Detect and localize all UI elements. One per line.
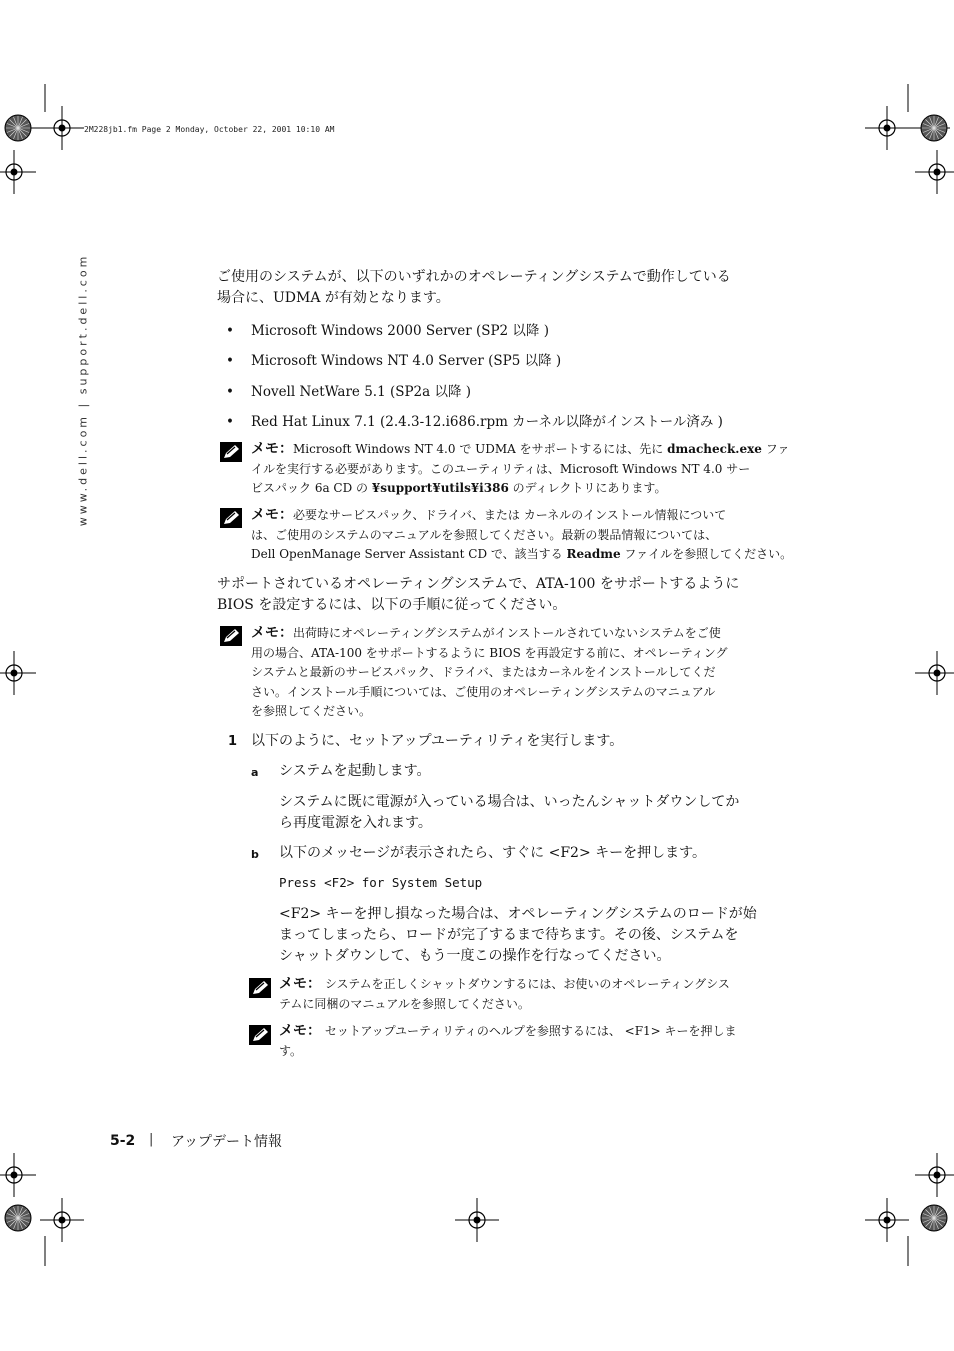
chapter-title: アップデート情報	[171, 1134, 283, 1150]
list-item: • Red Hat Linux 7.1 (2.4.3-12.i686.rpm カーネル以降がインストール済み )	[226, 414, 723, 430]
color-target-icon	[921, 115, 947, 141]
crosshair-icon	[0, 651, 36, 695]
list-item-text: Microsoft Windows NT 4.0 Server (SP5 以降 )	[251, 353, 562, 369]
list-item: • Microsoft Windows NT 4.0 Server (SP5 以降 )	[226, 353, 562, 369]
step-text: 以下のように、セットアップユーティリティを実行します。	[251, 733, 624, 749]
step-number: 1	[228, 734, 238, 749]
crosshair-icon	[915, 651, 954, 695]
crosshair-icon	[915, 150, 954, 194]
footer-separator: |	[149, 1132, 154, 1147]
substep-text: システムを起動します。	[279, 763, 431, 779]
note-preinstall: メモ：出荷時にオペレーティングシステムがインストールされていないシステムをご使 用の場合、ATA-100 をサポートするように BIOS を再設定する前に、オペレーティング システムと最新のサービスパック、ドライバ、またはカーネルをインストールしてくだ さい。インストール手順については、ご使用のオペレーティングシステムのマニュアル を参照してください。	[251, 625, 728, 718]
substep-detail: <F2> キーを押し損なった場合は、オペレーティングシステムのロードが始 まってしまったら、ロードが完了するまで待ちます。その後、システムを シャットダウンして、もう一度この操作を行なってください。	[279, 906, 757, 964]
note-pencil-icon	[249, 978, 271, 998]
note-label: メモ：	[279, 976, 321, 992]
color-target-icon	[921, 1205, 947, 1231]
crosshair-icon	[0, 150, 36, 194]
file-info-header: 2M228jb1.fm Page 2 Monday, October 22, 2001 10:10 AM	[84, 125, 335, 134]
list-item-text: Red Hat Linux 7.1 (2.4.3-12.i686.rpm カーネル以降がインストール済み )	[251, 414, 723, 430]
list-item-text: Novell NetWare 5.1 (SP2a 以降 )	[251, 384, 472, 400]
list-item-text: Microsoft Windows 2000 Server (SP2 以降 )	[251, 323, 549, 339]
crosshair-icon	[40, 106, 84, 150]
list-item: • Microsoft Windows 2000 Server (SP2 以降 )	[226, 323, 549, 339]
substep-letter: a	[251, 766, 259, 779]
note-dmacheck: メモ：Microsoft Windows NT 4.0 で UDMA をサポートするには、先に dmacheck.exe ファ イルを実行する必要があります。このユーティリティは、Microsoft Windows NT 4.0 サー ビスパック 6a CD の ¥support¥utils¥i386 のディレクトリにあります。	[251, 441, 790, 495]
note-pencil-icon	[220, 508, 242, 528]
sidebar-url: www.dell.com | support.dell.com	[76, 253, 90, 527]
ata-paragraph: サポートされているオペレーティングシステムで、ATA-100 をサポートするように BIOS を設定するには、以下の手順に従ってください。	[217, 576, 740, 613]
note-help: メモ： セットアップユーティリティのヘルプを参照するには、 <F1> キーを押しま す。	[279, 1023, 737, 1058]
list-item: • Novell NetWare 5.1 (SP2a 以降 )	[226, 384, 472, 400]
note-label: メモ：	[279, 1023, 321, 1039]
page-number: 5-2	[110, 1133, 136, 1149]
substep-text: 以下のメッセージが表示されたら、すぐに <F2> キーを押します。	[279, 845, 707, 861]
note-label: メモ：	[251, 507, 293, 523]
intro-paragraph	[217, 267, 827, 309]
note-label: メモ：	[251, 625, 293, 641]
color-target-icon	[5, 115, 31, 141]
note-shutdown: メモ： システムを正しくシャットダウンするには、お使いのオペレーティングシス テムに同梱のマニュアルを参照してください。	[279, 976, 730, 1011]
intro-line: ご使用のシステムが、以下のいずれかのオペレーティングシステムで動作している	[217, 269, 731, 285]
note-pencil-icon	[249, 1025, 271, 1045]
substep-detail: システムに既に電源が入っている場合は、いったんシャットダウンしてか ら再度電源を入れます。	[279, 794, 740, 831]
color-target-icon	[5, 1205, 31, 1231]
substep-letter: b	[251, 848, 259, 861]
crosshair-icon	[915, 1153, 954, 1197]
note-label: メモ：	[251, 441, 293, 457]
crosshair-icon	[865, 106, 909, 150]
crosshair-icon	[0, 1153, 36, 1197]
intro-line: 場合に、UDMA が有効となります。	[217, 290, 450, 306]
note-pencil-icon	[220, 626, 242, 646]
crosshair-icon	[865, 1198, 909, 1242]
crosshair-icon	[40, 1198, 84, 1242]
note-pencil-icon	[220, 442, 242, 462]
note-service-pack: メモ：必要なサービスパック、ドライバ、または カーネルのインストール情報について は、ご使用のシステムのマニュアルを参照してください。最新の製品情報については、 Dell OpenManage Server Assistant CD で、該当する Readme ファイルを参照してください。	[251, 507, 793, 561]
crosshair-icon	[455, 1198, 499, 1242]
code-sample: Press <F2> for System Setup	[279, 875, 483, 890]
